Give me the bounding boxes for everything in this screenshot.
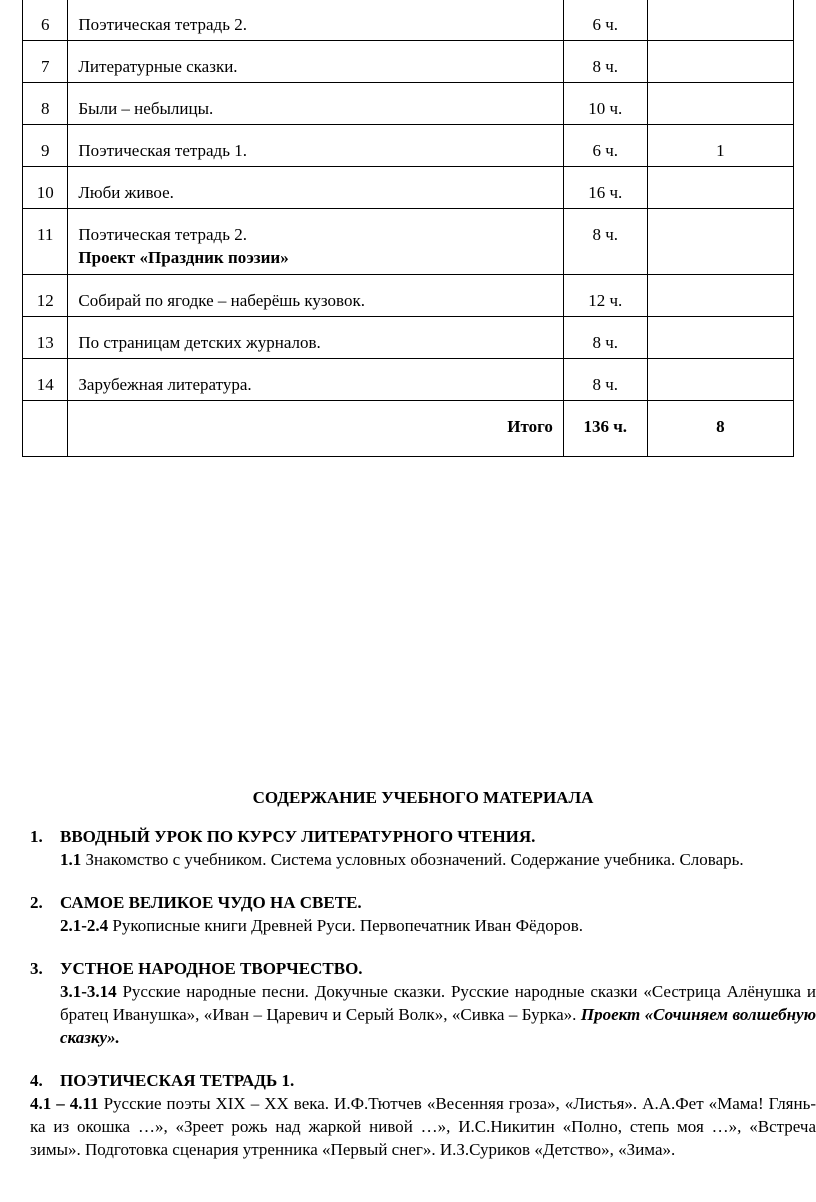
- row-number: 10: [23, 167, 68, 209]
- section-title-text: ВВОДНЫЙ УРОК ПО КУРСУ ЛИТЕРАТУРНОГО ЧТЕНИЯ.: [60, 827, 536, 846]
- row-number: 11: [23, 209, 68, 275]
- topic-name: Были – небылицы.: [68, 83, 563, 125]
- total-label: Итого: [68, 401, 563, 457]
- topic-name: Поэтическая тетрадь 1.: [68, 125, 563, 167]
- table-row: [23, 167, 794, 209]
- section-title: [30, 957, 816, 980]
- extra-cell: [647, 0, 793, 41]
- section-title-text: УСТНОЕ НАРОДНОЕ ТВОРЧЕСТВО.: [60, 959, 363, 978]
- curriculum-table-body: [23, 0, 794, 457]
- row-number: 12: [23, 275, 68, 317]
- section-body: [30, 848, 816, 871]
- topic-name: Поэтическая тетрадь 2.: [78, 225, 247, 244]
- extra-cell: [647, 167, 793, 209]
- hours-cell: 6 ч.: [563, 0, 647, 41]
- extra-cell: 1: [647, 125, 793, 167]
- total-row: [23, 401, 794, 457]
- hours-cell: 8 ч.: [563, 209, 647, 275]
- section-body: [30, 914, 816, 937]
- lesson-text: Рукописные книги Древней Руси. Первопечатник Иван Фёдоров.: [112, 916, 583, 935]
- section-number: 4.: [30, 1071, 43, 1090]
- hours-cell: 6 ч.: [563, 125, 647, 167]
- lesson-text: Русские народные песни. Докучные сказки. Русские народные сказки «Сестрица Алёнушка и братец Иванушка», «Иван – Царевич и Серый Волк», «Сивка – Бурка».: [60, 982, 816, 1024]
- row-number: 13: [23, 317, 68, 359]
- total-empty-cell: [23, 401, 68, 457]
- total-hours: 136 ч.: [563, 401, 647, 457]
- table-row: [23, 209, 794, 275]
- content-section: [30, 825, 816, 871]
- topic-name: По страницам детских журналов.: [68, 317, 563, 359]
- section-title: [30, 1069, 816, 1092]
- hours-cell: 8 ч.: [563, 317, 647, 359]
- lesson-text: Русские поэты XIX – XX века. И.Ф.Тютчев «Весенняя гроза», «Листья». А.А.Фет «Мама! Глянь-ка из окошка …», «Зреет рожь над жаркой нивой …», И.С.Никитин «Полно, степь моя …», «Встреча зимы». Подготовка сценария утренника «Первый снег». И.З.Суриков «Детство», «Зима».: [30, 1094, 816, 1159]
- row-number: 9: [23, 125, 68, 167]
- section-number: 2.: [30, 893, 43, 912]
- lesson-code: 3.1-3.14: [60, 982, 117, 1001]
- topic-name: Литературные сказки.: [68, 41, 563, 83]
- topic-name: Люби живое.: [68, 167, 563, 209]
- hours-cell: 16 ч.: [563, 167, 647, 209]
- section-title-text: ПОЭТИЧЕСКАЯ ТЕТРАДЬ 1.: [60, 1071, 295, 1090]
- table-row: [23, 41, 794, 83]
- topic-name-cell: [68, 209, 563, 275]
- table-row: [23, 125, 794, 167]
- extra-cell: [647, 275, 793, 317]
- lesson-code: 1.1: [60, 850, 82, 869]
- row-number: 14: [23, 359, 68, 401]
- content-section: [30, 891, 816, 937]
- row-number: 7: [23, 41, 68, 83]
- extra-cell: [647, 359, 793, 401]
- section-number: 1.: [30, 827, 43, 846]
- section-body: [30, 1092, 816, 1161]
- total-extra: 8: [647, 401, 793, 457]
- extra-cell: [647, 209, 793, 275]
- lesson-text: Знакомство с учебником. Система условных обозначений. Содержание учебника. Словарь.: [85, 850, 744, 869]
- content-heading: СОДЕРЖАНИЕ УЧЕБНОГО МАТЕРИАЛА: [252, 788, 594, 807]
- hours-cell: 10 ч.: [563, 83, 647, 125]
- section-number: 3.: [30, 959, 43, 978]
- extra-cell: [647, 41, 793, 83]
- content-section: [30, 1069, 816, 1161]
- table-row: [23, 317, 794, 359]
- topic-name: Поэтическая тетрадь 2.: [68, 0, 563, 41]
- row-number: 6: [23, 0, 68, 41]
- table-row: [23, 0, 794, 41]
- topic-name: Собирай по ягодке – наберёшь кузовок.: [68, 275, 563, 317]
- lesson-code: 2.1-2.4: [60, 916, 109, 935]
- section-body: [30, 980, 816, 1049]
- table-row: [23, 83, 794, 125]
- project-title: Проект «Сочиняем волшебную сказку».: [60, 1005, 816, 1047]
- lesson-code: 4.1 – 4.11: [30, 1094, 99, 1113]
- hours-cell: 8 ч.: [563, 41, 647, 83]
- section-title: [30, 825, 816, 848]
- topic-name: Зарубежная литература.: [68, 359, 563, 401]
- extra-cell: [647, 83, 793, 125]
- table-row: [23, 359, 794, 401]
- hours-cell: 12 ч.: [563, 275, 647, 317]
- project-name: Проект «Праздник поэзии»: [78, 248, 289, 267]
- hours-cell: 8 ч.: [563, 359, 647, 401]
- curriculum-table: [22, 0, 794, 457]
- row-number: 8: [23, 83, 68, 125]
- table-row: [23, 275, 794, 317]
- content-section: [30, 957, 816, 1049]
- section-title-text: САМОЕ ВЕЛИКОЕ ЧУДО НА СВЕТЕ.: [60, 893, 362, 912]
- section-title: [30, 891, 816, 914]
- extra-cell: [647, 317, 793, 359]
- course-content: [30, 786, 816, 1181]
